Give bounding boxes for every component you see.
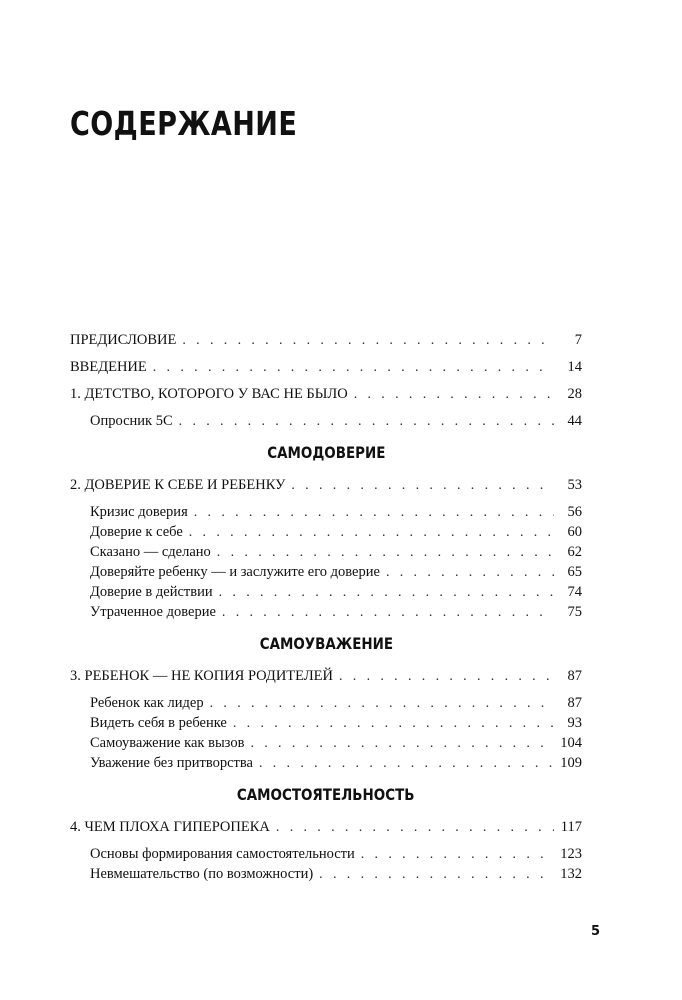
toc-entry-page: 44 [567, 413, 582, 429]
toc-subentry [70, 695, 582, 715]
toc-entry-chapter-3 [70, 668, 582, 695]
section-heading: САМОСТОЯТЕЛЬНОСТЬ [237, 785, 415, 804]
dot-leader [291, 478, 554, 494]
toc-entry-page: 56 [567, 504, 582, 520]
toc-subentry [70, 564, 582, 584]
toc-entry-label: Утраченное доверие [90, 604, 216, 620]
dot-leader [233, 716, 554, 732]
toc-subentry [70, 846, 582, 866]
toc-entry-label: Ребенок как лидер [90, 695, 204, 711]
dot-leader [182, 333, 554, 349]
toc-entry-page: 132 [560, 866, 582, 882]
toc-entry-label: Основы формирования самостоятельности [90, 846, 355, 862]
section-heading: САМОДОВЕРИЕ [266, 443, 386, 462]
toc-entry-preface [70, 332, 582, 359]
toc-subentry [70, 504, 582, 524]
toc-entry-page: 109 [560, 755, 582, 771]
toc-subentry [70, 866, 582, 886]
toc-subentry [70, 604, 582, 624]
toc-entry-page: 75 [567, 604, 582, 620]
toc-entry-label: Опросник 5С [90, 413, 173, 429]
dot-leader [319, 867, 554, 883]
toc-entry-label: 1. ДЕТСТВО, КОТОРОГО У ВАС НЕ БЫЛО [70, 386, 348, 402]
toc-entry-chapter-2 [70, 477, 582, 504]
toc-entry-label: ПРЕДИСЛОВИЕ [70, 332, 177, 348]
toc-entry-page: 117 [560, 819, 582, 835]
dot-leader [219, 585, 554, 601]
toc-entry-label: 3. РЕБЕНОК — НЕ КОПИЯ РОДИТЕЛЕЙ [70, 668, 333, 684]
toc-subentry [70, 413, 582, 433]
toc-entry-page: 65 [567, 564, 582, 580]
dot-leader [386, 565, 554, 581]
dot-leader [217, 545, 554, 561]
toc-subentry [70, 755, 582, 775]
dot-leader [222, 605, 554, 621]
toc-entry-label: Доверие в действии [90, 584, 213, 600]
toc-subentry [70, 715, 582, 735]
section-heading: САМОУВАЖЕНИЕ [259, 634, 393, 653]
toc-entry-page: 62 [567, 544, 582, 560]
dot-leader [250, 736, 554, 752]
toc-entry-label: Видеть себя в ребенке [90, 715, 227, 731]
toc-subentry [70, 544, 582, 564]
toc-subentry [70, 584, 582, 604]
dot-leader [339, 669, 554, 685]
toc-entry-page: 28 [567, 386, 582, 402]
toc-entry-label: ВВЕДЕНИЕ [70, 359, 147, 375]
dot-leader [194, 505, 554, 521]
dot-leader [361, 847, 554, 863]
toc-entry-label: 2. ДОВЕРИЕ К СЕБЕ И РЕБЕНКУ [70, 477, 286, 493]
page-title: СОДЕРЖАНИЕ [70, 104, 298, 143]
toc-entry-page: 87 [567, 668, 582, 684]
toc-subentry [70, 524, 582, 544]
toc-entry-label: Доверяйте ребенку — и заслужите его доверие [90, 564, 380, 580]
toc-entry-chapter-4 [70, 819, 582, 846]
toc-entry-chapter-1 [70, 386, 582, 413]
toc-subentry [70, 735, 582, 755]
dot-leader [354, 387, 554, 403]
toc-entry-page: 123 [560, 846, 582, 862]
toc-entry-page: 87 [567, 695, 582, 711]
table-of-contents [70, 332, 582, 886]
toc-entry-label: 4. ЧЕМ ПЛОХА ГИПЕРОПЕКА [70, 819, 270, 835]
toc-entry-introduction [70, 359, 582, 386]
dot-leader [210, 696, 554, 712]
dot-leader [153, 360, 554, 376]
toc-entry-label: Невмешательство (по возможности) [90, 866, 314, 882]
toc-entry-page: 14 [567, 359, 582, 375]
toc-entry-label: Уважение без притворства [90, 755, 253, 771]
toc-entry-page: 93 [567, 715, 582, 731]
toc-entry-page: 60 [567, 524, 582, 540]
dot-leader [259, 756, 554, 772]
dot-leader [189, 525, 554, 541]
toc-entry-label: Доверие к себе [90, 524, 183, 540]
page-number: 5 [590, 924, 600, 939]
dot-leader [276, 820, 554, 836]
toc-entry-page: 74 [567, 584, 582, 600]
toc-entry-label: Сказано — сделано [90, 544, 211, 560]
toc-entry-label: Самоуважение как вызов [90, 735, 245, 751]
toc-entry-page: 7 [574, 332, 582, 348]
dot-leader [179, 414, 554, 430]
toc-entry-label: Кризис доверия [90, 504, 188, 520]
toc-entry-page: 53 [567, 477, 582, 493]
toc-entry-page: 104 [560, 735, 582, 751]
